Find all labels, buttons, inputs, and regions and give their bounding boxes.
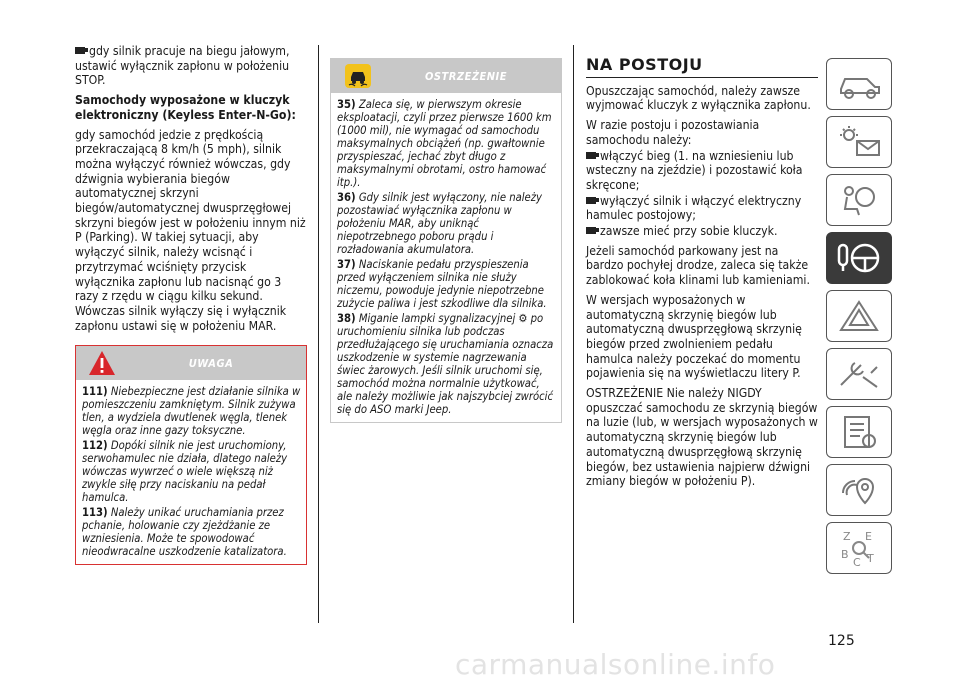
bullet-icon: [586, 197, 596, 204]
tab-data-sheet-icon[interactable]: [826, 406, 892, 458]
svg-text:Z: Z: [843, 530, 851, 543]
paragraph: gdy samochód jedzie z prędkością przekraczającą 8 km/h (5 mph), silnik można wyłączyć również wówczas, gdy dźwignia wybierania biegów automatycznej skrzyni biegów/automatycznej dwusprzęgłowej skrzyni biegów jest w położeniu innym niż P (Parking). W takiej sytuacji, aby wyłączyć silnik, należy wcisnąć i przytrzymać wciśnięty przycisk wyłącznika zapłonu lub nacisnąć go 3 razy z rzędu w ciągu kilku sekund. Wówczas silnik wyłączy się i wyłącznik zapłonu ustawi się w położeniu MAR.: [75, 127, 306, 333]
paragraph: gdy silnik pracuje na biegu jałowym, ustawić wyłącznik zapłonu w położeniu STOP.: [75, 44, 290, 88]
bullet-icon: [75, 47, 85, 54]
tab-airbag-icon[interactable]: [826, 174, 892, 226]
warning-box: [75, 345, 307, 565]
paragraph: Jeżeli samochód parkowany jest na bardzo pochyłej drodze, zaleca się także zablokować koła klinami lub kamieniami.: [586, 243, 810, 288]
warning-item: 113) Należy unikać uruchamiania przez pchanie, holowanie czy zjeżdżanie ze wzniesienia. Może te spowodować nieodwracalne uszkodzenie katalizatora.: [82, 506, 287, 559]
paragraph: OSTRZEŻENIE Nie należy NIGDY opuszczać samochodu ze skrzynią biegów na luzie (lub, w wersjach wyposażonych w automatyczną skrzynię biegów lub automatyczną dwusprzęgłową skrzynię biegów, bez ustawienia najpierw dźwigni zmiany biegów w położeniu P).: [586, 386, 818, 489]
caution-item: 35) Zaleca się, w pierwszym okresie eksploatacji, czyli przez pierwsze 1600 km (1000 mil), nie wymagać od samochodu maksymalnych obciążeń (np. gwałtownie przyspieszać, jechać zbyt długo z maksymalnymi obrotami, ostro hamować itp.).: [337, 98, 552, 189]
caution-item: 38) Miganie lampki sygnalizacyjnej ⚙ po uruchomieniu silnika lub podczas przedłużającego się uruchamiania oznacza uszkodzenie w systemie nagrzewania świec żarowych. Jeśli silnik uruchomi się, samochód można normalnie użytkować, ale należy możliwie jak najszybciej zwrócić się do ASO marki Jeep.: [337, 312, 554, 416]
caution-box: [330, 58, 562, 423]
warning-body: [76, 380, 306, 564]
page-number: 125: [828, 633, 855, 649]
caution-body: [331, 93, 561, 422]
warning-item: 111) Niebezpieczne jest działanie silnika w pomieszczeniu zamkniętym. Silnik zużywa tlen, a wydziela dwutlenek węgla, tlenek węgla oraz inne gazy toksyczne.: [82, 385, 301, 438]
tab-car-icon[interactable]: [826, 58, 892, 110]
paragraph: Opuszczając samochód, należy zawsze wyjmować kluczyk z wyłącznika zapłonu.: [586, 83, 811, 113]
column-left: [75, 44, 307, 565]
caution-header: [331, 59, 561, 93]
bullet-item: zawsze mieć przy sobie kluczyk.: [586, 224, 818, 239]
paragraph: W razie postoju i pozostawiania samochodu należy:: [586, 118, 760, 147]
paragraph: W wersjach wyposażonych w automatyczną skrzynię biegów lub automatyczną dwusprzęgłową skrzynię biegów przed zwolnieniem pedału hamulca należy poczekać do momentu pojawienia się na wyświetlaczu litery P.: [586, 292, 802, 381]
subheading: Samochody wyposażone w kluczyk elektroniczny (Keyless Enter-N-Go):: [75, 93, 296, 122]
svg-text:C: C: [853, 556, 861, 568]
bullet-item: włączyć bieg (1. na wzniesieniu lub wsteczny na zjeździe) i pozostawić koła skręcone;: [586, 148, 803, 192]
warning-item: 112) Dopóki silnik nie jest uruchomiony, serwohamulec nie działa, dlatego należy wówczas wywrzeć o wiele większą niż zwykle siłę przy naciskaniu na pedał hamulca.: [82, 439, 288, 505]
caution-item: 36) Gdy silnik jest wyłączony, nie należy pozostawiać wyłącznika zapłonu w położeniu MAR, aby uniknąć niepotrzebnego poboru prądu i rozładowania akumulatora.: [337, 191, 542, 256]
tab-multimedia-icon[interactable]: [826, 464, 892, 516]
column-middle: [330, 58, 562, 423]
tab-dashboard-lights-icon[interactable]: [826, 116, 892, 168]
chapter-tabs: [826, 58, 894, 580]
caution-title: OSTRZEŻENIE: [424, 70, 507, 83]
column-right: [586, 55, 818, 494]
column-divider: [318, 45, 319, 623]
tab-wrench-icon[interactable]: [826, 348, 892, 400]
warning-title: UWAGA: [188, 357, 234, 371]
tab-index-icon[interactable]: [826, 522, 892, 574]
caution-item: 37) Naciskanie pedału przyspieszenia przed wyłączeniem silnika nie służy niczemu, powoduje jedynie niepotrzebne zużycie paliwa i jest szkodliwe dla silnika.: [337, 258, 547, 310]
column-divider: [573, 45, 574, 623]
tab-emergency-triangle-icon[interactable]: [826, 290, 892, 342]
watermark: carmanualsonline.info: [455, 648, 776, 681]
warning-header: [76, 346, 306, 380]
bullet-icon: [586, 152, 596, 159]
svg-text:T: T: [867, 552, 874, 565]
svg-text:E: E: [865, 530, 872, 543]
tab-key-steering-icon[interactable]: [826, 232, 892, 284]
bullet-icon: [586, 227, 596, 234]
bullet-item: wyłączyć silnik i włączyć elektryczny hamulec postojowy;: [586, 193, 802, 223]
section-title: NA POSTOJU: [586, 58, 818, 78]
svg-text:B: B: [841, 548, 849, 561]
